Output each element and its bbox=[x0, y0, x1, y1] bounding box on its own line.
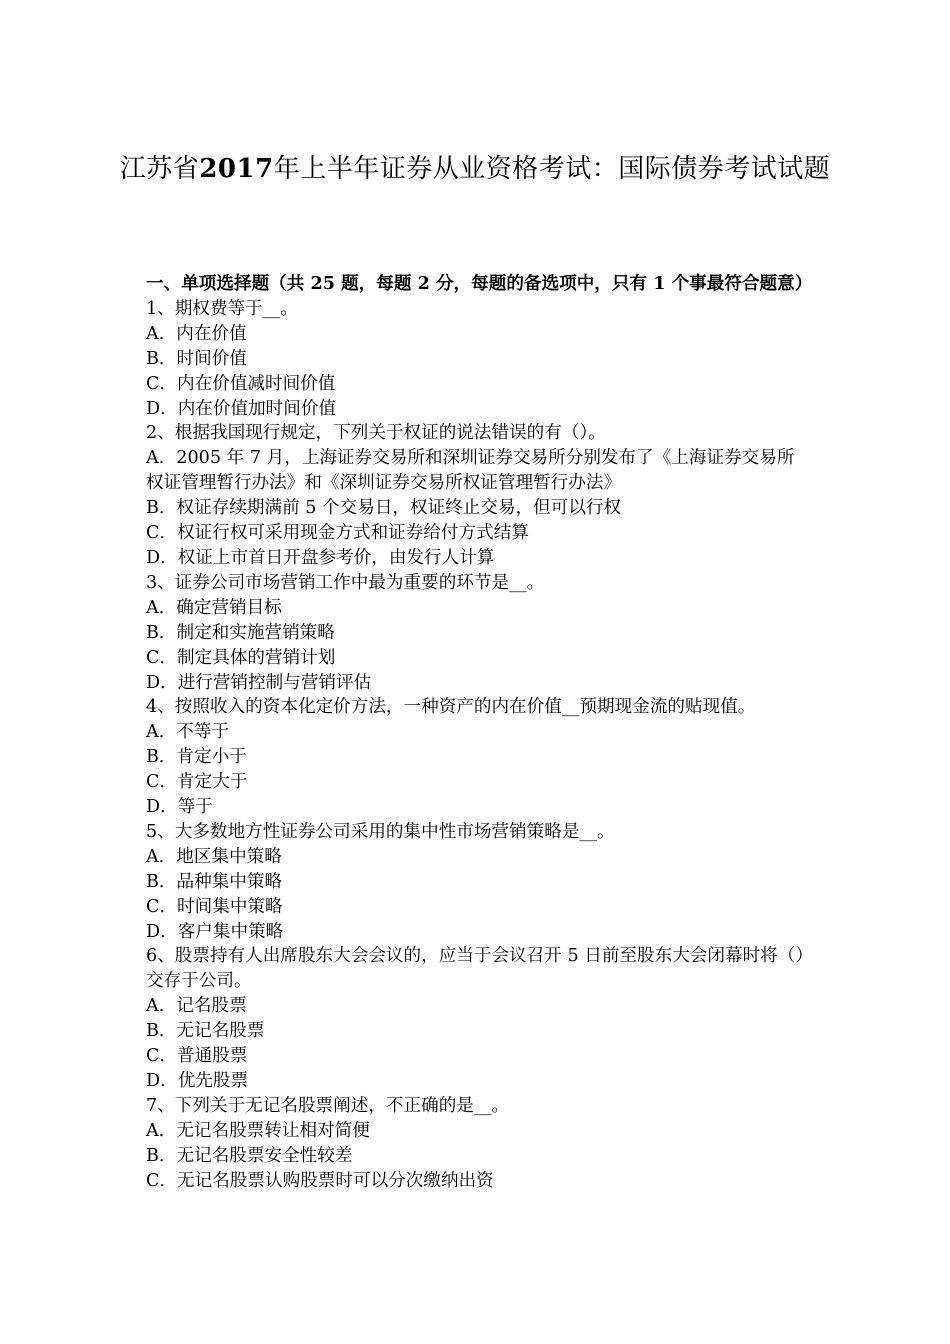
question-stem: 5、大多数地方性证券公司采用的集中性市场营销策略是__。 bbox=[146, 821, 615, 842]
option-d: D．进行营销控制与营销评估 bbox=[146, 672, 372, 693]
question-stem: 4、按照收入的资本化定价方法，一种资产的内在价值__预期现金流的贴现值。 bbox=[146, 697, 756, 718]
option-c: C．权证行权可采用现金方式和证券给付方式结算 bbox=[146, 523, 529, 544]
question-7 bbox=[146, 1094, 808, 1194]
option-c: C．普通股票 bbox=[146, 1046, 248, 1067]
option-d: D．权证上市首日开盘参考价，由发行人计算 bbox=[146, 547, 495, 568]
option-a: A．2005 年 7 月，上海证券交易所和深圳证券交易所分别发布了《上海证券交易所权证管理暂行办法》和《深圳证券交易所权证管理暂行办法》 bbox=[146, 448, 795, 494]
question-stem: 3、证券公司市场营销工作中最为重要的环节是__。 bbox=[146, 572, 545, 593]
title-prefix: 江苏省 bbox=[119, 154, 200, 184]
option-b: B．肯定小于 bbox=[146, 747, 247, 768]
option-d: D．等于 bbox=[146, 797, 213, 818]
question-1 bbox=[146, 297, 808, 422]
option-c: C．时间集中策略 bbox=[146, 896, 283, 917]
option-b: B．无记名股票安全性较差 bbox=[146, 1145, 353, 1166]
option-b: B．制定和实施营销策略 bbox=[146, 622, 335, 643]
option-c: C．内在价值减时间价值 bbox=[146, 373, 336, 394]
option-a: A．确定营销目标 bbox=[146, 597, 282, 618]
option-a: A．不等于 bbox=[146, 722, 230, 743]
option-a: A．地区集中策略 bbox=[146, 846, 282, 867]
question-stem: 1、期权费等于__。 bbox=[146, 298, 298, 319]
question-stem: 2、根据我国现行规定，下列关于权证的说法错误的有（）。 bbox=[146, 423, 606, 444]
option-a: A．无记名股票转让相对简便 bbox=[146, 1120, 370, 1141]
option-b: B．时间价值 bbox=[146, 348, 247, 369]
question-stem: 7、下列关于无记名股票阐述，不正确的是__。 bbox=[146, 1095, 510, 1116]
option-d: D．内在价值加时间价值 bbox=[146, 398, 337, 419]
option-c: C．无记名股票认购股票时可以分次缴纳出资 bbox=[146, 1170, 494, 1191]
option-a: A．内在价值 bbox=[146, 323, 247, 344]
question-2 bbox=[146, 421, 808, 570]
page-title bbox=[118, 143, 832, 195]
option-c: C．制定具体的营销计划 bbox=[146, 647, 336, 668]
question-6 bbox=[146, 944, 808, 1093]
option-b: B．品种集中策略 bbox=[146, 871, 283, 892]
question-5 bbox=[146, 820, 808, 945]
title-suffix: 年上半年证券从业资格考试：国际债券考试试题 bbox=[273, 154, 831, 184]
document-body bbox=[146, 272, 813, 1194]
question-3 bbox=[146, 571, 808, 696]
option-a: A．记名股票 bbox=[146, 996, 247, 1017]
option-c: C．肯定大于 bbox=[146, 772, 248, 793]
option-b: B．权证存续期满前 5 个交易日，权证终止交易，但可以行权 bbox=[146, 498, 622, 519]
question-4 bbox=[146, 695, 808, 820]
section-heading: 一、单项选择题（共 25 题，每题 2 分，每题的备选项中，只有 1 个事最符合题意） bbox=[146, 273, 813, 294]
option-d: D．客户集中策略 bbox=[146, 921, 284, 942]
question-stem: 6、股票持有人出席股东大会会议的，应当于会议召开 5 日前至股东大会闭幕时将（）交存于公司。 bbox=[146, 946, 805, 992]
option-b: B．无记名股票 bbox=[146, 1021, 265, 1042]
option-d: D．优先股票 bbox=[146, 1071, 249, 1091]
title-year: 2017 bbox=[199, 154, 274, 184]
